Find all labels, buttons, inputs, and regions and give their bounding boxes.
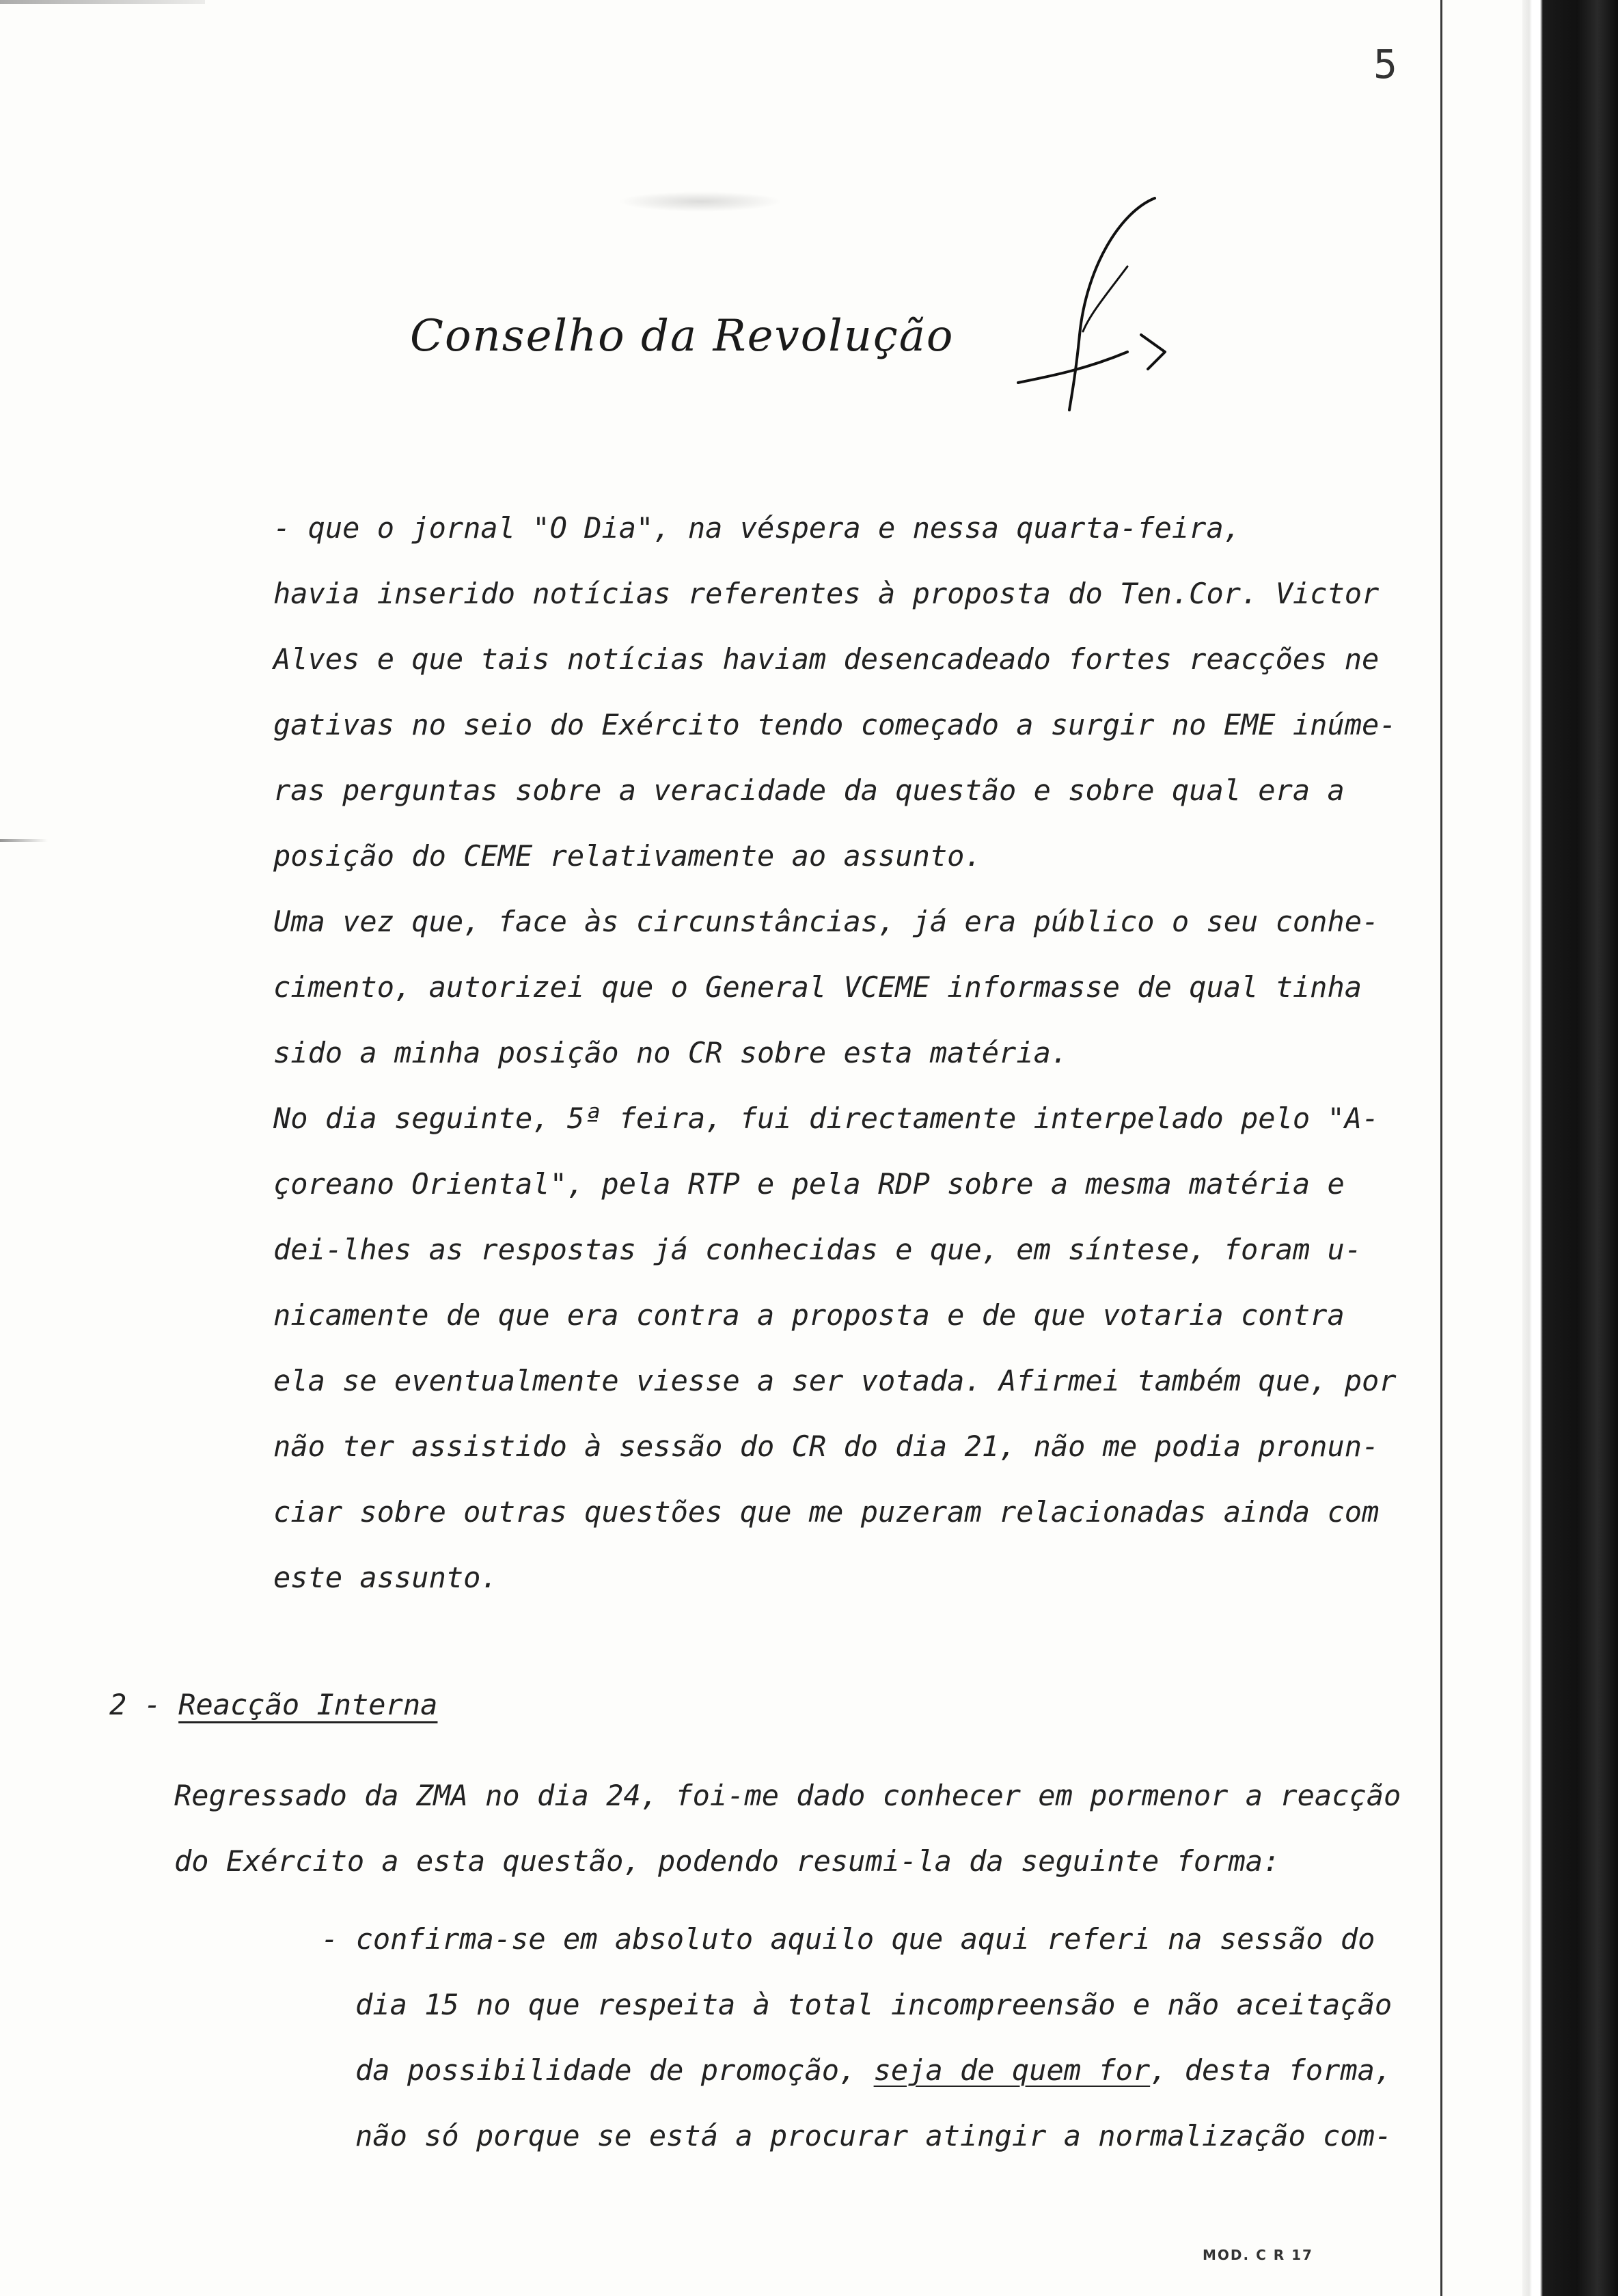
- body-line: gativas no seio do Exército tendo começado a surgir no EME inúme-: [273, 708, 1397, 741]
- scan-mark-margin: [0, 839, 48, 842]
- section-line: do Exército a esta questão, podendo resumi-la da seguinte forma:: [174, 1844, 1280, 1878]
- body-line: não ter assistido à sessão do CR do dia 21, não me podia pronun-: [273, 1430, 1380, 1463]
- page-number: 5: [1373, 41, 1397, 87]
- bullet-line: não só porque se está a procurar atingir a normalização com-: [355, 2119, 1393, 2152]
- body-line: cimento, autorizei que o General VCEME informasse de qual tinha: [273, 970, 1362, 1004]
- scan-smudge: [618, 191, 782, 212]
- section-line: Regressado da ZMA no dia 24, foi-me dado conhecer em pormenor a reacção: [174, 1779, 1401, 1812]
- bullet-text: , desta forma,: [1150, 2053, 1393, 2087]
- body-line: sido a minha posição no CR sobre esta matéria.: [273, 1036, 1069, 1069]
- body-line: ras perguntas sobre a veracidade da questão e sobre qual era a: [273, 774, 1345, 807]
- body-line: dei-lhes as respostas já conhecidas e que, em síntese, foram u-: [273, 1233, 1362, 1266]
- bullet-line: dia 15 no que respeita à total incompreensão e não aceitação: [355, 1988, 1393, 2021]
- bullet-line: [321, 2038, 1393, 2103]
- body-text: [273, 495, 1397, 1611]
- body-line: nicamente de que era contra a proposta e de que votaria contra: [273, 1298, 1345, 1332]
- body-line: çoreano Oriental", pela RTP e pela RDP sobre a mesma matéria e: [273, 1167, 1345, 1201]
- body-line: este assunto.: [273, 1561, 498, 1594]
- scan-mark-top: [0, 0, 205, 4]
- section-number: 2 -: [109, 1688, 161, 1721]
- section-title: Reacção Interna: [178, 1688, 438, 1721]
- handwritten-signature: [1004, 184, 1182, 417]
- form-model-code: MOD. C R 17: [1203, 2247, 1313, 2263]
- bullet-text: da possibilidade de promoção,: [355, 2053, 874, 2087]
- bullet-line: - confirma-se em absoluto aquilo que aqui referi na sessão do: [321, 1922, 1375, 1956]
- body-line: Alves e que tais notícias haviam desencadeado fortes reacções ne: [273, 642, 1380, 676]
- body-line: posição do CEME relativamente ao assunto.: [273, 839, 982, 873]
- body-line: ela se eventualmente viesse a ser votada. Afirmei também que, por: [273, 1364, 1397, 1397]
- section-paragraph: [174, 1763, 1401, 1894]
- body-line: havia inserido notícias referentes à proposta do Ten.Cor. Victor: [273, 577, 1380, 610]
- bullet-paragraph: [321, 1906, 1393, 2169]
- scan-edge-line: [1440, 0, 1442, 2296]
- section-heading: [109, 1688, 437, 1721]
- body-line: - que o jornal "O Dia", na véspera e nessa quarta-feira,: [273, 511, 1242, 545]
- body-line: No dia seguinte, 5ª feira, fui directamente interpelado pelo "A-: [273, 1102, 1380, 1135]
- letterhead-title: Conselho da Revolução: [410, 311, 955, 361]
- underlined-phrase: seja de quem for: [873, 2053, 1151, 2087]
- scan-edge: [1522, 0, 1618, 2296]
- body-line: Uma vez que, face às circunstâncias, já era público o seu conhe-: [273, 905, 1380, 938]
- body-line: ciar sobre outras questões que me puzeram relacionadas ainda com: [273, 1495, 1380, 1529]
